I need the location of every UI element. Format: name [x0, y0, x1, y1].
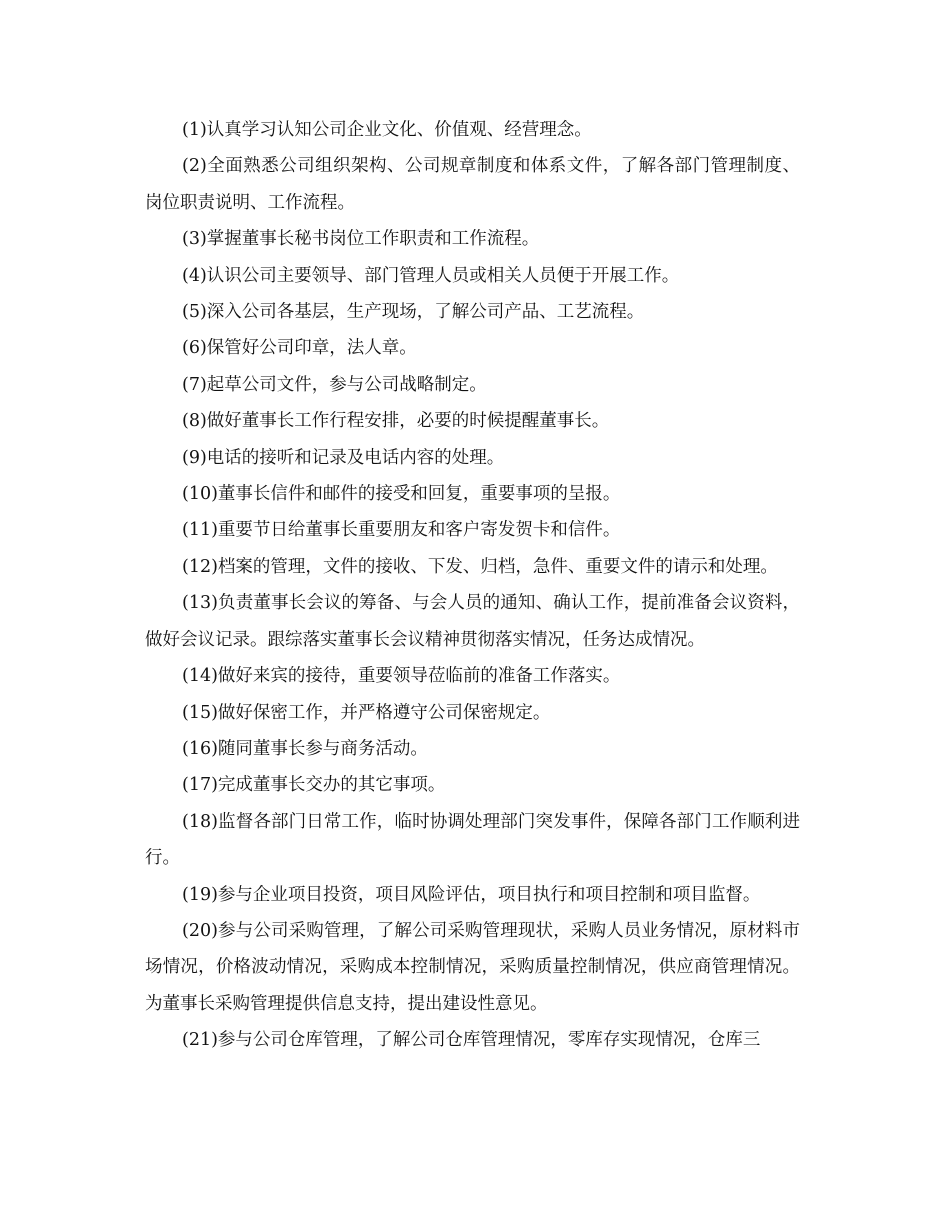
paragraph-13: (13)负责董事长会议的筹备、与会人员的通知、确认工作，提前准备会议资料，做好会议记录。跟综落实董事长会议精神贯彻落实情况，任务达成情况。 [145, 593, 800, 650]
paragraph-7: (7)起草公司文件，参与公司战略制定。 [182, 374, 487, 395]
paragraph-16: (16)随同董事长参与商务活动。 [182, 738, 428, 759]
paragraph-18: (18)监督各部门日常工作，临时协调处理部门突发事件，保障各部门工作顺利进行。 [145, 811, 800, 869]
paragraph-8: (8)做好董事长工作行程安排，必要的时候提醒董事长。 [182, 411, 610, 432]
paragraph-14: (14)做好来宾的接待，重要领导莅临前的准备工作落实。 [182, 666, 621, 687]
paragraph-2: (2)全面熟悉公司组织架构、公司规章制度和体系文件，了解各部门管理制度、岗位职责说明、工作流程。 [145, 156, 800, 213]
paragraph-4: (4)认识公司主要领导、部门管理人员或相关人员便于开展工作。 [182, 265, 680, 286]
paragraph-15: (15)做好保密工作，并严格遵守公司保密规定。 [182, 702, 551, 723]
paragraph-9: (9)电话的接听和记录及电话内容的处理。 [182, 447, 505, 468]
paragraph-12: (12)档案的管理，文件的接收、下发、归档，急件、重要文件的请示和处理。 [182, 556, 778, 577]
paragraph-10: (10)董事长信件和邮件的接受和回复，重要事项的呈报。 [182, 484, 621, 505]
paragraph-17: (17)完成董事长交办的其它事项。 [182, 775, 446, 796]
paragraph-3: (3)掌握董事长秘书岗位工作职责和工作流程。 [182, 229, 540, 250]
paragraph-19: (19)参与企业项目投资，项目风险评估，项目执行和项目控制和项目监督。 [182, 884, 761, 905]
paragraph-21: (21)参与公司仓库管理，了解公司仓库管理情况，零库存实现情况，仓库三 [182, 1030, 761, 1051]
paragraph-6: (6)保管好公司印章，法人章。 [182, 338, 417, 359]
paragraph-1: (1)认真学习认知公司企业文化、价值观、经营理念。 [182, 120, 592, 140]
document-body [145, 112, 800, 1059]
paragraph-5: (5)深入公司各基层，生产现场，了解公司产品、工艺流程。 [182, 302, 645, 323]
paragraph-20: (20)参与公司采购管理，了解公司采购管理现状，采购人员业务情况，原材料市场情况，价格波动情况，采购成本控制情况，采购质量控制情况，供应商管理情况。为董事长采购管理提供信息支持，提出建设性意见。 [145, 920, 800, 1014]
paragraph-11: (11)重要节日给董事长重要朋友和客户寄发贺卡和信件。 [182, 520, 621, 541]
